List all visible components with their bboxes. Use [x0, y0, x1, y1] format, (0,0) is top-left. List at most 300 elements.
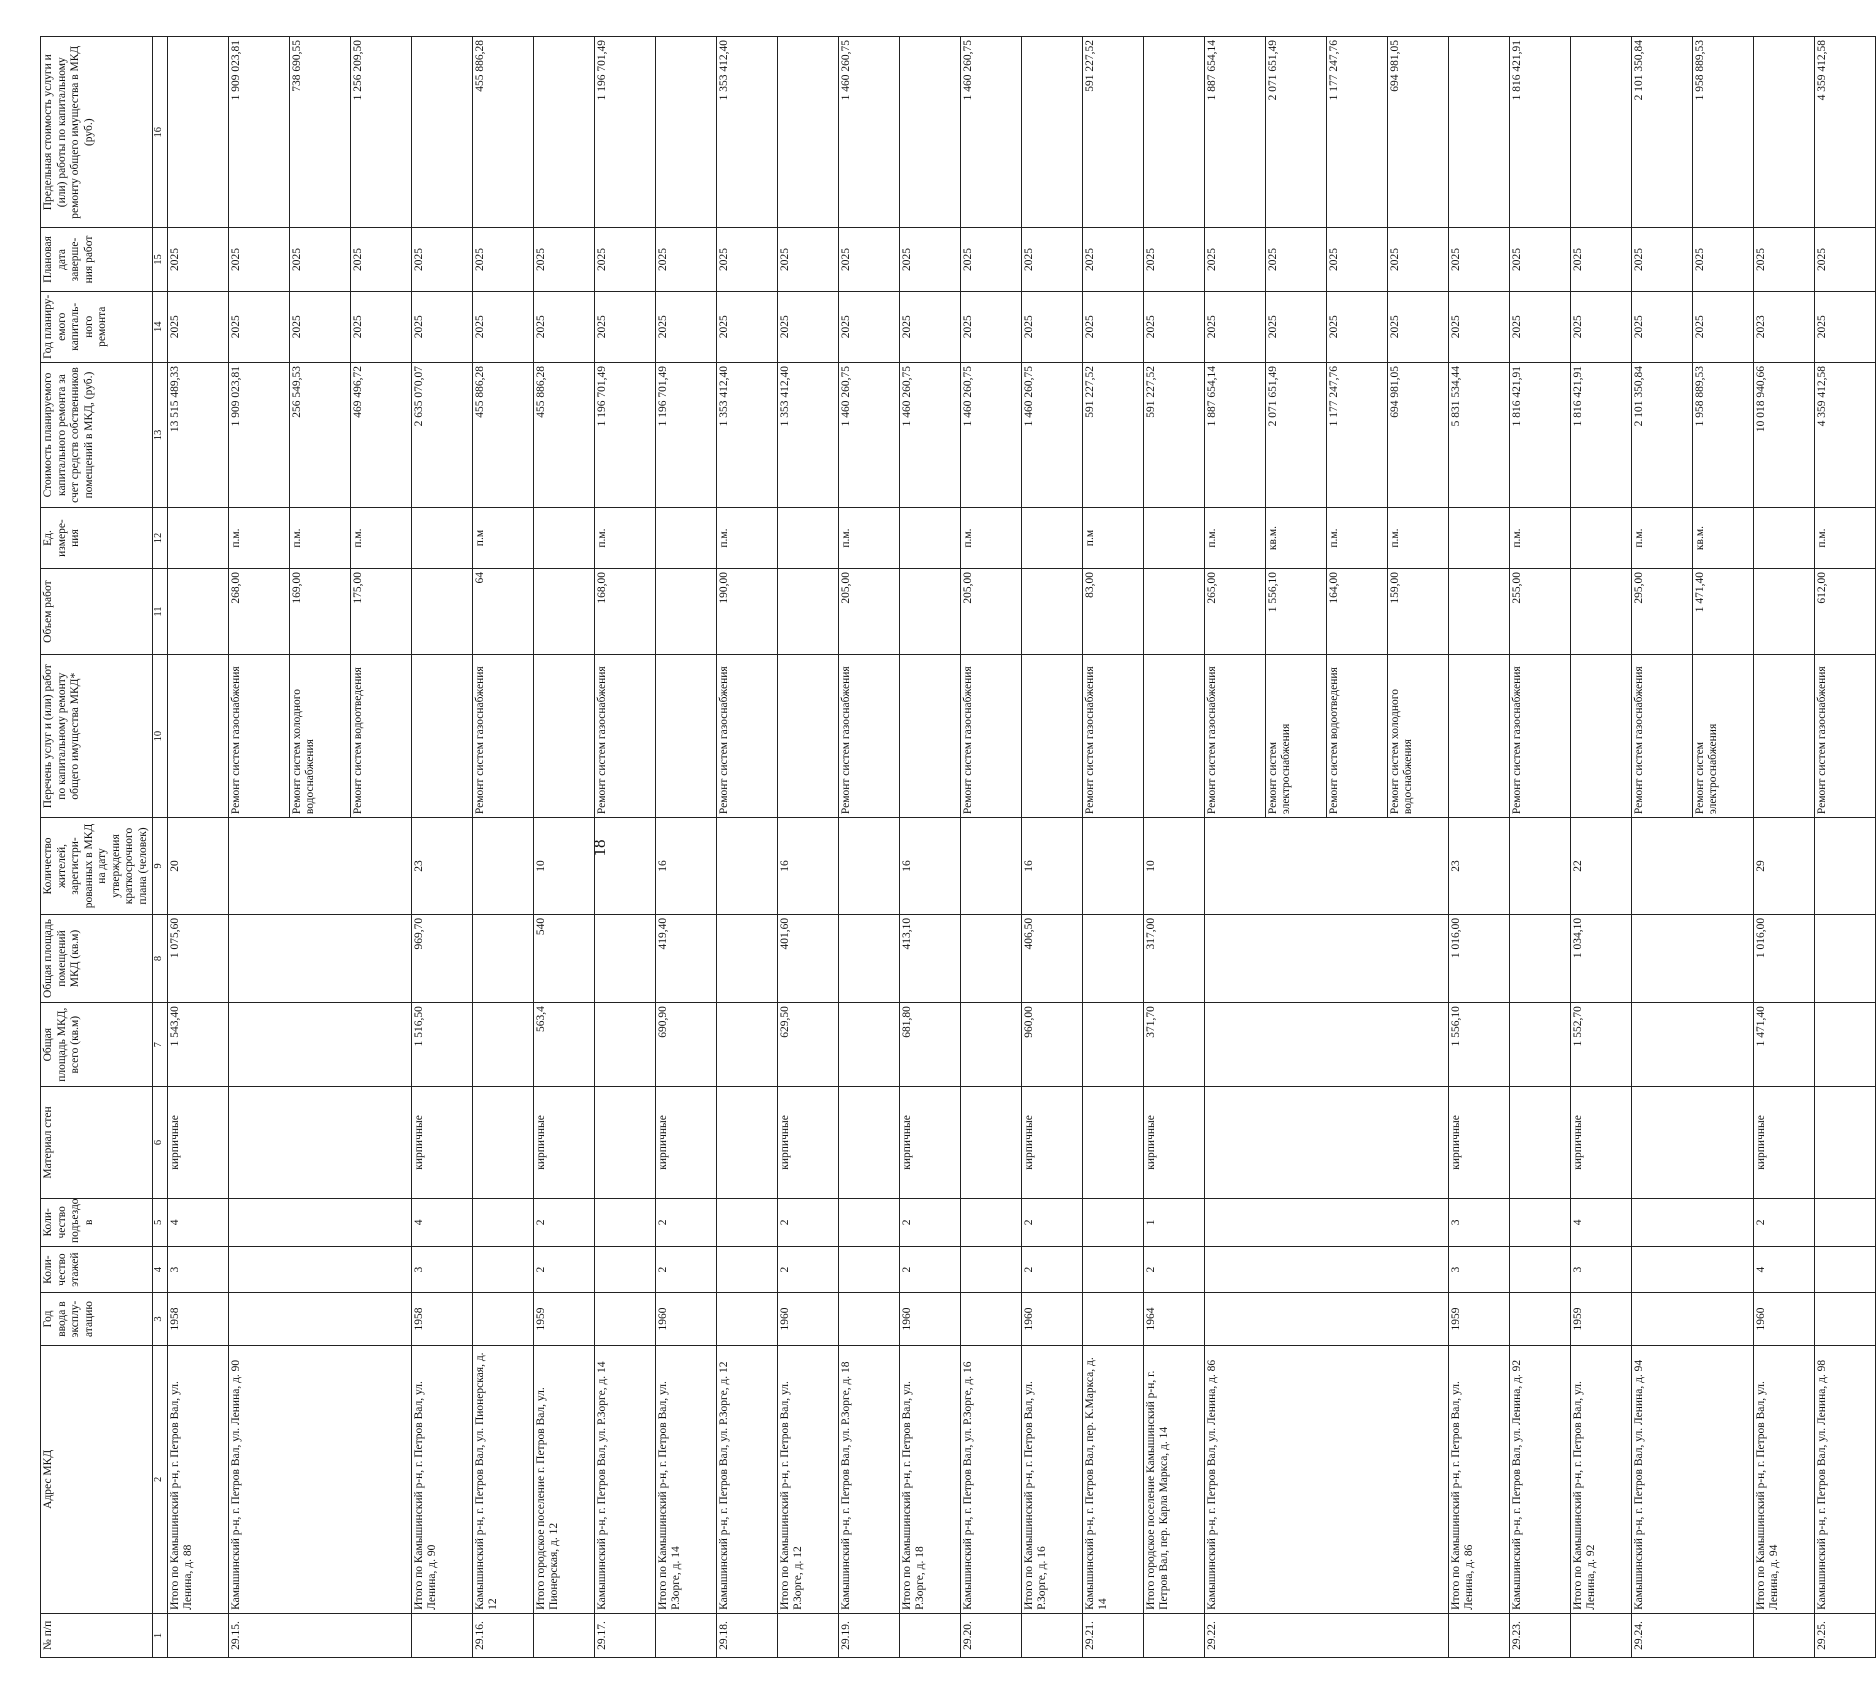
- entrances-cell: [838, 1198, 899, 1246]
- cost-cell: 10 018 940,66: [1753, 362, 1814, 507]
- works-cell: Ремонт систем газоснабжения: [838, 655, 899, 818]
- year-cell: [1509, 1293, 1570, 1346]
- cost-cell: 1 460 260,75: [1021, 362, 1082, 507]
- end-date-cell: 2025: [1814, 228, 1875, 291]
- unit-cell: п.м.: [594, 508, 655, 569]
- residents-cell: [838, 818, 899, 915]
- volume-cell: 190,00: [716, 569, 777, 655]
- total-area-cell: [594, 1003, 655, 1087]
- column-header: Материал стен: [41, 1087, 153, 1198]
- plan-year-cell: 2025: [1143, 291, 1204, 362]
- unit-cell: п.м.: [1326, 508, 1387, 569]
- unit-cell: [777, 508, 838, 569]
- cost-cell: 469 496,72: [350, 362, 411, 507]
- limit-cell: 1 460 260,75: [960, 37, 1021, 228]
- residents-cell: [1204, 818, 1448, 915]
- volume-cell: [411, 569, 472, 655]
- column-number: 13: [152, 362, 167, 507]
- volume-cell: 1 471,40: [1692, 569, 1753, 655]
- works-cell: Ремонт систем электроснабжения: [1265, 655, 1326, 818]
- works-cell: [1570, 655, 1631, 818]
- plan-year-cell: 2025: [1021, 291, 1082, 362]
- limit-cell: [1448, 37, 1509, 228]
- total-area-cell: [1204, 1003, 1448, 1087]
- premises-area-cell: [1509, 914, 1570, 1002]
- unit-cell: п.м.: [838, 508, 899, 569]
- column-number: 6: [152, 1087, 167, 1198]
- volume-cell: 64: [472, 569, 533, 655]
- address-cell: Камышинский р-н, г. Петров Вал, ул. Ленина, д. 98: [1814, 1345, 1875, 1613]
- premises-area-cell: [594, 914, 655, 1002]
- limit-cell: [411, 37, 472, 228]
- residents-cell: 23: [1448, 818, 1509, 915]
- cost-cell: 2 071 651,49: [1265, 362, 1326, 507]
- address-cell: Итого по Камышинский р-н, г. Петров Вал, ул. Р.Зорге, д. 12: [777, 1345, 838, 1613]
- year-cell: [960, 1293, 1021, 1346]
- total-area-cell: [1814, 1003, 1875, 1087]
- year-cell: 1960: [1753, 1293, 1814, 1346]
- total-area-cell: [960, 1003, 1021, 1087]
- row-number: 29.20.: [960, 1613, 1021, 1657]
- unit-cell: п.м.: [228, 508, 289, 569]
- works-cell: [777, 655, 838, 818]
- floors-cell: 3: [1570, 1247, 1631, 1293]
- end-date-cell: 2025: [1509, 228, 1570, 291]
- cost-cell: 1 177 247,76: [1326, 362, 1387, 507]
- address-cell: Камышинский р-н, г. Петров Вал, ул. Ленина, д. 92: [1509, 1345, 1570, 1613]
- total-area-cell: 1 543,40: [167, 1003, 228, 1087]
- plan-year-cell: 2025: [716, 291, 777, 362]
- plan-year-cell: 2025: [777, 291, 838, 362]
- works-cell: [1143, 655, 1204, 818]
- cost-cell: 694 981,05: [1387, 362, 1448, 507]
- residents-cell: 20: [167, 818, 228, 915]
- table-row: [838, 37, 899, 1658]
- works-cell: [899, 655, 960, 818]
- row-number: 29.25.: [1814, 1613, 1875, 1657]
- column-header: Год планиру-емого капиталь-ного ремонта: [41, 291, 153, 362]
- plan-year-cell: 2025: [655, 291, 716, 362]
- year-cell: 1958: [411, 1293, 472, 1346]
- floors-cell: [1814, 1247, 1875, 1293]
- end-date-cell: 2025: [777, 228, 838, 291]
- entrances-cell: 2: [533, 1198, 594, 1246]
- end-date-cell: 2025: [411, 228, 472, 291]
- unit-cell: кв.м.: [1265, 508, 1326, 569]
- works-cell: Ремонт систем газоснабжения: [1631, 655, 1692, 818]
- limit-cell: 738 690,55: [289, 37, 350, 228]
- cost-cell: 455 886,28: [472, 362, 533, 507]
- year-cell: 1964: [1143, 1293, 1204, 1346]
- floors-cell: [716, 1247, 777, 1293]
- page-number: 18: [590, 839, 609, 857]
- column-number: 9: [152, 818, 167, 915]
- end-date-cell: 2025: [1448, 228, 1509, 291]
- rotated-table-wrapper: [40, 36, 1828, 1658]
- wall-material-cell: [1204, 1087, 1448, 1198]
- end-date-cell: 2025: [1326, 228, 1387, 291]
- column-header: Адрес МКД: [41, 1345, 153, 1613]
- address-cell: Камышинский р-н, г. Петров Вал, пер. К.Маркса, д. 14: [1082, 1345, 1143, 1613]
- address-cell: Камышинский р-н, г. Петров Вал, ул. Р.Зорге, д. 16: [960, 1345, 1021, 1613]
- total-row: [411, 37, 472, 1658]
- unit-cell: п.м.: [1814, 508, 1875, 569]
- year-cell: 1960: [655, 1293, 716, 1346]
- volume-cell: 255,00: [1509, 569, 1570, 655]
- wall-material-cell: [228, 1087, 411, 1198]
- floors-cell: [1204, 1247, 1448, 1293]
- works-cell: Ремонт систем газоснабжения: [1509, 655, 1570, 818]
- floors-cell: [228, 1247, 411, 1293]
- total-area-cell: [1509, 1003, 1570, 1087]
- row-number: [1570, 1613, 1631, 1657]
- row-number: [167, 1613, 228, 1657]
- limit-cell: 2 071 651,49: [1265, 37, 1326, 228]
- floors-cell: [1631, 1247, 1753, 1293]
- works-cell: [655, 655, 716, 818]
- volume-cell: 265,00: [1204, 569, 1265, 655]
- column-header: Плановая дата заверше-ния работ: [41, 228, 153, 291]
- wall-material-cell: [838, 1087, 899, 1198]
- capital-repair-table: [40, 36, 1876, 1658]
- total-area-cell: 960,00: [1021, 1003, 1082, 1087]
- unit-cell: п.м: [1082, 508, 1143, 569]
- volume-cell: [167, 569, 228, 655]
- total-area-cell: [838, 1003, 899, 1087]
- premises-area-cell: 1 016,00: [1753, 914, 1814, 1002]
- residents-cell: 16: [655, 818, 716, 915]
- end-date-cell: 2025: [1143, 228, 1204, 291]
- cost-cell: 13 515 489,33: [167, 362, 228, 507]
- table-body: [167, 37, 1875, 1658]
- cost-cell: 1 887 654,14: [1204, 362, 1265, 507]
- volume-cell: 164,00: [1326, 569, 1387, 655]
- row-number: 29.18.: [716, 1613, 777, 1657]
- total-area-cell: 1 556,10: [1448, 1003, 1509, 1087]
- total-area-cell: 681,80: [899, 1003, 960, 1087]
- column-header: Объем работ: [41, 569, 153, 655]
- entrances-cell: [594, 1198, 655, 1246]
- end-date-cell: 2025: [228, 228, 289, 291]
- premises-area-cell: [1631, 914, 1753, 1002]
- plan-year-cell: 2025: [1326, 291, 1387, 362]
- cost-cell: 1 196 701,49: [655, 362, 716, 507]
- limit-cell: 1 177 247,76: [1326, 37, 1387, 228]
- floors-cell: 3: [411, 1247, 472, 1293]
- cost-cell: 1 353 412,40: [777, 362, 838, 507]
- volume-cell: [533, 569, 594, 655]
- volume-cell: [1448, 569, 1509, 655]
- plan-year-cell: 2025: [1509, 291, 1570, 362]
- unit-cell: п.м.: [1204, 508, 1265, 569]
- column-header: Общая площадь МКД, всего (кв.м): [41, 1003, 153, 1087]
- unit-cell: [655, 508, 716, 569]
- floors-cell: [594, 1247, 655, 1293]
- entrances-cell: [228, 1198, 411, 1246]
- entrances-cell: 4: [1570, 1198, 1631, 1246]
- limit-cell: [1143, 37, 1204, 228]
- works-cell: Ремонт систем газоснабжения: [1204, 655, 1265, 818]
- unit-cell: п.м.: [350, 508, 411, 569]
- address-cell: Итого по Камышинский р-н, г. Петров Вал, ул. Р.Зорге, д. 18: [899, 1345, 960, 1613]
- address-cell: Камышинский р-н, г. Петров Вал, ул. Р.Зорге, д. 18: [838, 1345, 899, 1613]
- floors-cell: [1082, 1247, 1143, 1293]
- row-number: [1753, 1613, 1814, 1657]
- row-number: [1143, 1613, 1204, 1657]
- entrances-cell: 2: [899, 1198, 960, 1246]
- plan-year-cell: 2025: [350, 291, 411, 362]
- residents-cell: [594, 818, 655, 915]
- row-number: [533, 1613, 594, 1657]
- limit-cell: [167, 37, 228, 228]
- floors-cell: 2: [533, 1247, 594, 1293]
- volume-cell: 612,00: [1814, 569, 1875, 655]
- premises-area-cell: [1814, 914, 1875, 1002]
- residents-cell: [716, 818, 777, 915]
- limit-cell: 455 886,28: [472, 37, 533, 228]
- unit-cell: [167, 508, 228, 569]
- entrances-cell: [960, 1198, 1021, 1246]
- limit-cell: 2 101 350,84: [1631, 37, 1692, 228]
- floors-cell: 2: [1143, 1247, 1204, 1293]
- floors-cell: 4: [1753, 1247, 1814, 1293]
- residents-cell: [1631, 818, 1753, 915]
- year-cell: [594, 1293, 655, 1346]
- year-cell: [838, 1293, 899, 1346]
- entrances-cell: 1: [1143, 1198, 1204, 1246]
- column-number: 7: [152, 1003, 167, 1087]
- entrances-cell: 3: [1448, 1198, 1509, 1246]
- wall-material-cell: кирпичные: [1448, 1087, 1509, 1198]
- table-row: [1814, 37, 1875, 1658]
- table-row: [1204, 37, 1265, 1658]
- entrances-cell: 2: [777, 1198, 838, 1246]
- end-date-cell: 2025: [167, 228, 228, 291]
- year-cell: [228, 1293, 411, 1346]
- wall-material-cell: кирпичные: [533, 1087, 594, 1198]
- plan-year-cell: 2025: [1082, 291, 1143, 362]
- column-number: 8: [152, 914, 167, 1002]
- row-number: 29.15.: [228, 1613, 411, 1657]
- column-number: 14: [152, 291, 167, 362]
- wall-material-cell: кирпичные: [777, 1087, 838, 1198]
- works-cell: [167, 655, 228, 818]
- limit-cell: [1021, 37, 1082, 228]
- wall-material-cell: [960, 1087, 1021, 1198]
- plan-year-cell: 2025: [533, 291, 594, 362]
- volume-cell: [1753, 569, 1814, 655]
- floors-cell: 3: [167, 1247, 228, 1293]
- floors-cell: 2: [655, 1247, 716, 1293]
- end-date-cell: 2025: [655, 228, 716, 291]
- residents-cell: 16: [777, 818, 838, 915]
- works-cell: Ремонт систем газоснабжения: [1082, 655, 1143, 818]
- volume-cell: 205,00: [960, 569, 1021, 655]
- plan-year-cell: 2025: [167, 291, 228, 362]
- address-cell: Камышинский р-н, г. Петров Вал, ул. Р.Зорге, д. 12: [716, 1345, 777, 1613]
- address-cell: Камышинский р-н, г. Петров Вал, ул. Р.Зорге, д. 14: [594, 1345, 655, 1613]
- wall-material-cell: [472, 1087, 533, 1198]
- works-cell: Ремонт систем газоснабжения: [228, 655, 289, 818]
- plan-year-cell: 2025: [1631, 291, 1692, 362]
- entrances-cell: [1082, 1198, 1143, 1246]
- table-row: [228, 37, 289, 1658]
- entrances-cell: [716, 1198, 777, 1246]
- unit-cell: [1570, 508, 1631, 569]
- end-date-cell: 2025: [1265, 228, 1326, 291]
- total-area-cell: [228, 1003, 411, 1087]
- column-number: 3: [152, 1293, 167, 1346]
- limit-cell: 1 196 701,49: [594, 37, 655, 228]
- column-header: Общая площадь помещений МКД (кв.м): [41, 914, 153, 1002]
- year-cell: 1959: [533, 1293, 594, 1346]
- unit-cell: п.м.: [1387, 508, 1448, 569]
- row-number: 29.16.: [472, 1613, 533, 1657]
- year-cell: 1960: [777, 1293, 838, 1346]
- volume-cell: [1570, 569, 1631, 655]
- volume-cell: 268,00: [228, 569, 289, 655]
- total-row: [1448, 37, 1509, 1658]
- total-area-cell: 629,50: [777, 1003, 838, 1087]
- residents-cell: [228, 818, 411, 915]
- year-cell: [1082, 1293, 1143, 1346]
- premises-area-cell: 401,60: [777, 914, 838, 1002]
- plan-year-cell: 2025: [289, 291, 350, 362]
- premises-area-cell: [716, 914, 777, 1002]
- total-row: [1021, 37, 1082, 1658]
- floors-cell: 2: [899, 1247, 960, 1293]
- premises-area-cell: 1 016,00: [1448, 914, 1509, 1002]
- volume-cell: 205,00: [838, 569, 899, 655]
- end-date-cell: 2025: [1387, 228, 1448, 291]
- floors-cell: 2: [1021, 1247, 1082, 1293]
- row-number: 29.19.: [838, 1613, 899, 1657]
- works-cell: Ремонт систем холодного водоснабжения: [289, 655, 350, 818]
- plan-year-cell: 2025: [1814, 291, 1875, 362]
- total-area-cell: 563,4: [533, 1003, 594, 1087]
- works-cell: Ремонт систем водоотведения: [350, 655, 411, 818]
- cost-cell: 1 460 260,75: [899, 362, 960, 507]
- wall-material-cell: [1509, 1087, 1570, 1198]
- residents-cell: 23: [411, 818, 472, 915]
- premises-area-cell: 419,40: [655, 914, 716, 1002]
- column-header: Год ввода в эксплу-атацию: [41, 1293, 153, 1346]
- works-cell: [1448, 655, 1509, 818]
- residents-cell: 16: [899, 818, 960, 915]
- header-row: [41, 37, 153, 1658]
- premises-area-cell: 540: [533, 914, 594, 1002]
- row-number: [411, 1613, 472, 1657]
- limit-cell: 1 909 023,81: [228, 37, 289, 228]
- column-number: 5: [152, 1198, 167, 1246]
- works-cell: [1753, 655, 1814, 818]
- column-header: Коли-чество подъездо в: [41, 1198, 153, 1246]
- premises-area-cell: 317,00: [1143, 914, 1204, 1002]
- residents-cell: 10: [1143, 818, 1204, 915]
- unit-cell: п.м.: [716, 508, 777, 569]
- wall-material-cell: [716, 1087, 777, 1198]
- unit-cell: [899, 508, 960, 569]
- row-number: 29.21.: [1082, 1613, 1143, 1657]
- address-cell: Итого городское поселение Камышинский р-н, г. Петров Вал, пер. Карла Маркса, д. 14: [1143, 1345, 1204, 1613]
- premises-area-cell: [1204, 914, 1448, 1002]
- plan-year-cell: 2025: [411, 291, 472, 362]
- premises-area-cell: [472, 914, 533, 1002]
- entrances-cell: 4: [411, 1198, 472, 1246]
- volume-cell: 168,00: [594, 569, 655, 655]
- table-row: [594, 37, 655, 1658]
- end-date-cell: 2025: [1692, 228, 1753, 291]
- plan-year-cell: 2023: [1753, 291, 1814, 362]
- column-number: 10: [152, 655, 167, 818]
- total-row: [1570, 37, 1631, 1658]
- address-cell: Камышинский р-н, г. Петров Вал, ул. Ленина, д. 94: [1631, 1345, 1753, 1613]
- table-row: [960, 37, 1021, 1658]
- entrances-cell: [1509, 1198, 1570, 1246]
- works-cell: Ремонт систем газоснабжения: [960, 655, 1021, 818]
- limit-cell: [1570, 37, 1631, 228]
- row-number: [1448, 1613, 1509, 1657]
- total-row: [655, 37, 716, 1658]
- premises-area-cell: [960, 914, 1021, 1002]
- wall-material-cell: [1631, 1087, 1753, 1198]
- limit-cell: [655, 37, 716, 228]
- table-row: [1509, 37, 1570, 1658]
- residents-cell: [1814, 818, 1875, 915]
- unit-cell: [1143, 508, 1204, 569]
- end-date-cell: 2025: [960, 228, 1021, 291]
- residents-cell: [1082, 818, 1143, 915]
- row-number: [899, 1613, 960, 1657]
- volume-cell: [777, 569, 838, 655]
- limit-cell: [899, 37, 960, 228]
- unit-cell: п.м: [472, 508, 533, 569]
- total-area-cell: 1 552,70: [1570, 1003, 1631, 1087]
- column-number: 4: [152, 1247, 167, 1293]
- premises-area-cell: 1 034,10: [1570, 914, 1631, 1002]
- end-date-cell: 2025: [1753, 228, 1814, 291]
- cost-cell: 4 359 412,58: [1814, 362, 1875, 507]
- address-cell: Итого по Камышинский р-н, г. Петров Вал, ул. Ленина, д. 90: [411, 1345, 472, 1613]
- works-cell: Ремонт систем газоснабжения: [594, 655, 655, 818]
- end-date-cell: 2025: [289, 228, 350, 291]
- end-date-cell: 2025: [533, 228, 594, 291]
- address-cell: Камышинский р-н, г. Петров Вал, ул. Пионерская, д. 12: [472, 1345, 533, 1613]
- cost-cell: 5 831 534,44: [1448, 362, 1509, 507]
- address-cell: Итого по Камышинский р-н, г. Петров Вал, ул. Р.Зорге, д. 16: [1021, 1345, 1082, 1613]
- wall-material-cell: [594, 1087, 655, 1198]
- year-cell: 1959: [1448, 1293, 1509, 1346]
- table-header: [41, 37, 168, 1658]
- cost-cell: 1 196 701,49: [594, 362, 655, 507]
- wall-material-cell: [1814, 1087, 1875, 1198]
- unit-cell: п.м.: [960, 508, 1021, 569]
- entrances-cell: 2: [655, 1198, 716, 1246]
- works-cell: [1021, 655, 1082, 818]
- limit-cell: 1 887 654,14: [1204, 37, 1265, 228]
- floors-cell: 3: [1448, 1247, 1509, 1293]
- column-number: 1: [152, 1613, 167, 1657]
- residents-cell: 10: [533, 818, 594, 915]
- cost-cell: 1 460 260,75: [960, 362, 1021, 507]
- year-cell: 1960: [1021, 1293, 1082, 1346]
- limit-cell: 1 353 412,40: [716, 37, 777, 228]
- works-cell: [533, 655, 594, 818]
- column-header: Коли-чество этажей: [41, 1247, 153, 1293]
- unit-cell: [533, 508, 594, 569]
- total-area-cell: [716, 1003, 777, 1087]
- wall-material-cell: кирпичные: [167, 1087, 228, 1198]
